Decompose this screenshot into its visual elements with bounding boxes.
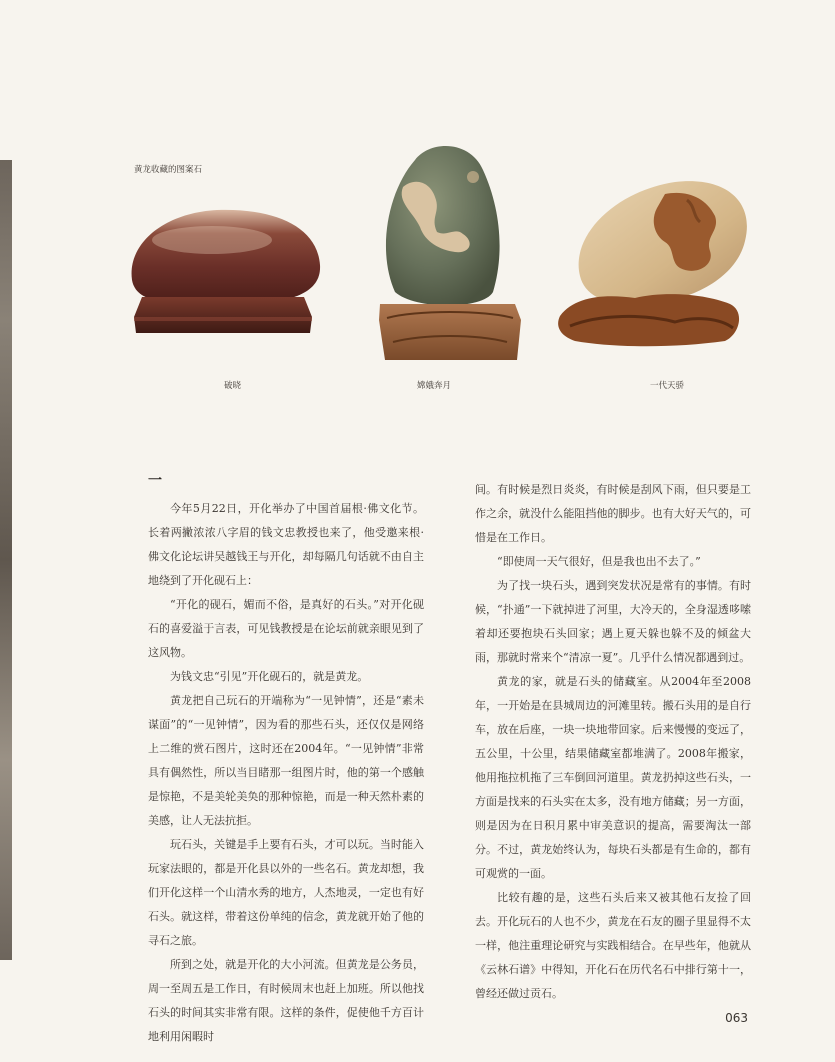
stone-label-change-benyue: 嫦娥奔月: [417, 381, 452, 391]
stone-image-change-benyue: [375, 142, 525, 368]
paragraph: 为了找一块石头，遇到突发状况是常有的事情。有时候，“扑通”一下就掉进了河里，大冷天的，全身湿透哆嗦着却还要抱块石头回家；遇上夏天躲也躲不及的倾盆大雨，那就时常来个“清凉一夏”。几乎什么情况都遇到过。: [475, 579, 751, 664]
paragraph: 间。有时候是烈日炎炎，有时候是刮风下雨，但只要是工作之余，就没什么能阻挡他的脚步。也有大好天气的，可惜是在工作日。: [475, 483, 751, 544]
page-number: 063: [725, 1011, 748, 1025]
stone-label-poxiao: 破晓: [224, 381, 242, 391]
paragraph: “开化的砚石，媚而不俗，是真好的石头。”对开化砚石的喜爱溢于言表，可见钱教授是在论坛前就亲眼见到了这风物。: [148, 598, 424, 659]
article-column-right: [475, 478, 751, 1006]
stone-image-poxiao: [122, 205, 324, 337]
paragraph: 今年5月22日，开化举办了中国首届根·佛文化节。长着两撇浓浓八字眉的钱文忠教授也来了，他受邀来根·佛文化论坛讲吴越钱王与开化，却每隔几句话就不由自主地绕到了开化砚石上：: [148, 502, 424, 587]
stone-label-yidai-tianjiao: 一代天骄: [650, 381, 685, 391]
paragraph: 为钱文忠“引见”开化砚石的，就是黄龙。: [170, 670, 369, 683]
left-edge-photo-strip: [0, 160, 12, 960]
section-number: 一: [148, 473, 162, 489]
paragraph: 黄龙把自己玩石的开端称为“一见钟情”，还是“素未谋面”的“一见钟情”，因为看的那些石头，还仅仅是网络上二维的赏石图片，这时还在2004年。“一见钟情”非常具有偶然性，所以当目睹那一组图片时，他的第一个感触是惊艳，不是美轮美奂的那种惊艳，而是一种天然朴素的美感，让人无法抗拒。: [148, 694, 424, 827]
paragraph: 比较有趣的是，这些石头后来又被其他石友捡了回去。开化玩石的人也不少，黄龙在石友的圈子里显得不太一样，他注重理论研究与实践相结合。在早些年，他就从《云林石谱》中得知，开化石在历代名石中排行第十一，曾经还做过贡石。: [475, 891, 751, 1000]
stone-image-yidai-tianjiao: [555, 176, 753, 348]
paragraph: 玩石头，关键是手上要有石头，才可以玩。当时能入玩家法眼的，都是开化县以外的一些名石。黄龙却想，我们开化这样一个山清水秀的地方，人杰地灵，一定也有好石头。就这样，带着这份单纯的信念，黄龙就开始了他的寻石之旅。: [148, 838, 424, 947]
figure-caption: 黄龙收藏的图案石: [134, 165, 203, 175]
article-column-left: [148, 497, 424, 1049]
paragraph: 所到之处，就是开化的大小河流。但黄龙是公务员，周一至周五是工作日，有时候周末也赶上加班。所以他找石头的时间其实非常有限。这样的条件，促使他千方百计地利用闲暇时: [148, 958, 424, 1043]
paragraph: 黄龙的家，就是石头的储藏室。从2004年至2008年，一开始是在县城周边的河滩里转。搬石头用的是自行车，放在后座，一块一块地带回家。后来慢慢的变远了，五公里，十公里，结果储藏室都堆满了。2008年搬家，他用拖拉机拖了三车倒回河道里。黄龙扔掉这些石头，一方面是找来的石头实在太多，没有地方储藏；另一方面，则是因为在日积月累中审美意识的提高，需要淘汰一部分。不过，黄龙始终认为，每块石头都是有生命的，都有可观赏的一面。: [475, 675, 751, 880]
quote-paragraph: “即使周一天气很好，但是我也出不去了。”: [497, 555, 701, 568]
